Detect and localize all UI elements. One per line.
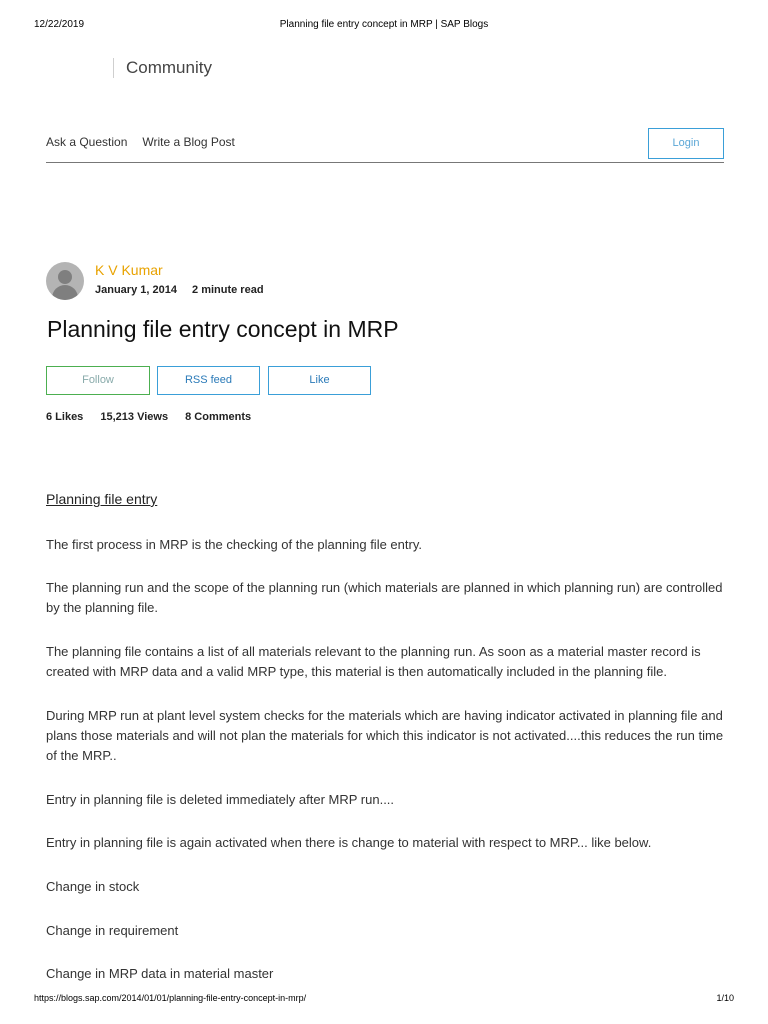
write-blog-post-link[interactable]: Write a Blog Post <box>142 135 235 149</box>
paragraph: The planning file contains a list of all materials relevant to the planning run. As soon as a material master record is created with MRP data and a valid MRP type, this material is then automatically included in the planning file. <box>46 644 701 679</box>
like-button[interactable]: Like <box>268 366 371 395</box>
community-label: Community <box>126 58 212 77</box>
paragraph: Entry in planning file is again activated when there is change to material with respect to MRP... like below. <box>46 835 652 850</box>
header-divider <box>46 162 724 163</box>
ask-question-link[interactable]: Ask a Question <box>46 135 128 149</box>
views-count: 15,213 Views <box>100 411 169 423</box>
print-header-title: Planning file entry concept in MRP | SAP Blogs <box>279 19 489 30</box>
top-nav <box>46 135 250 149</box>
follow-button[interactable]: Follow <box>46 366 150 395</box>
community-brand[interactable] <box>113 58 212 78</box>
read-time: 2 minute read <box>192 284 264 296</box>
paragraph: During MRP run at plant level system checks for the materials which are having indicator activated in planning file and plans those materials and will not plan the materials for which this indicator is not activated....this reduces the run time of the MRP.. <box>46 708 724 763</box>
post-date: January 1, 2014 <box>95 284 177 296</box>
login-button[interactable]: Login <box>648 128 724 159</box>
post-title: Planning file entry concept in MRP <box>47 316 399 342</box>
paragraph: Entry in planning file is deleted immediately after MRP run.... <box>46 792 395 807</box>
author-avatar-icon[interactable] <box>46 262 84 300</box>
author-name-link[interactable]: K V Kumar <box>95 262 163 278</box>
comments-count[interactable]: 8 Comments <box>185 411 252 423</box>
print-footer-url: https://blogs.sap.com/2014/01/01/planning-file-entry-concept-in-mrp/ <box>34 993 307 1003</box>
rss-feed-button[interactable]: RSS feed <box>157 366 260 395</box>
print-footer-page-number: 1/10 <box>716 993 734 1003</box>
paragraph: The first process in MRP is the checking of the planning file entry. <box>46 537 422 552</box>
paragraph: The planning run and the scope of the planning run (which materials are planned in which planning run) are controlled by the planning file. <box>46 580 723 615</box>
section-heading: Planning file entry <box>46 491 158 507</box>
post-stats <box>46 411 265 423</box>
print-header-date: 12/22/2019 <box>34 19 85 30</box>
post-meta <box>95 284 276 296</box>
likes-count: 6 Likes <box>46 411 84 423</box>
paragraph: Change in MRP data in material master <box>46 966 274 981</box>
paragraph: Change in requirement <box>46 923 179 938</box>
paragraph: Change in stock <box>46 879 140 894</box>
